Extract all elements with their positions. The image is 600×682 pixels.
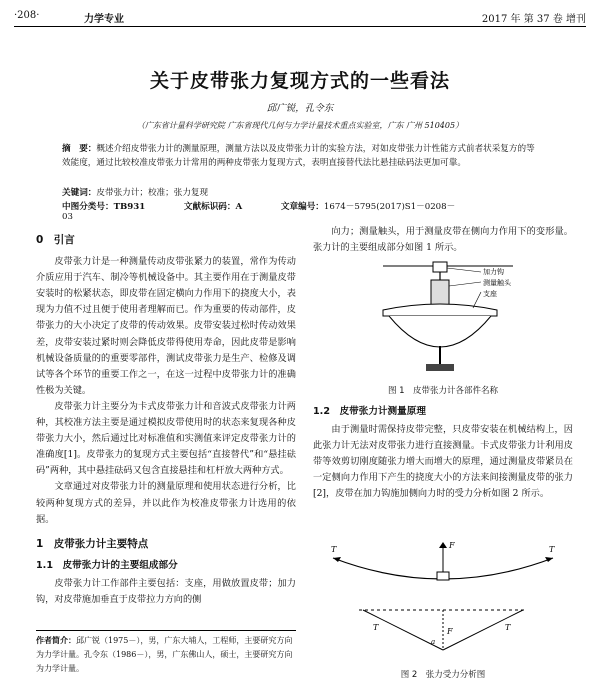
label-f-vector: F xyxy=(447,627,453,636)
page-header xyxy=(14,6,586,24)
label-f-top: F xyxy=(449,541,455,550)
author-footnote xyxy=(36,630,296,676)
clc-label: 中图分类号： xyxy=(62,202,114,212)
belt-tension-meter-diagram xyxy=(313,258,573,380)
handle-grip xyxy=(426,364,454,371)
hook-contact xyxy=(437,572,449,580)
figure-2 xyxy=(313,538,573,678)
paper-affiliation: （广东省计量科学研究院 广东省现代几何与力学计量技术重点实验室，广东 广州 510405） xyxy=(136,121,464,130)
label-t-right: T xyxy=(549,545,555,554)
doc-value: A xyxy=(235,202,243,212)
label-t-vector-2: T xyxy=(505,623,511,632)
right-column-text-mid xyxy=(313,402,573,503)
intro-paragraph-2: 皮带张力计主要分为卡式皮带张力计和音波式皮带张力计两种，其校准方法主要是通过模拟皮带使用时的状态来复现各种皮带张力大小，然后通过比对标准值和实测值来评定皮带张力计的准确度[1]。皮带张力的复现方式主要包括“直接替代”和“悬挂砝码”两种，其中悬挂砝码又包含直接悬挂和杠杆放大两种方式。 xyxy=(36,400,296,477)
figure-1-caption: 图 1 皮带张力计各部件名称 xyxy=(387,386,499,396)
force-analysis-diagram xyxy=(313,538,573,664)
page-number: ·208· xyxy=(14,10,40,21)
abstract-text: 概述介绍皮带张力计的测量原理，测量方法以及皮带张力计的实验方法，对如皮带张力计性能方式前者状采复方的等效能度，通过比较校准皮带张力计常用的两种皮带张力复现方式，表明直接替代法比悬挂砝码法更加可靠。 xyxy=(62,144,535,168)
left-column xyxy=(36,224,296,608)
footnote-text: 邱广锐（1975－），男，广东大埔人，工程师，主要研究方向为力学计量。孔令东（1986－），男，广东佛山人，硕士，主要研究方向为力学计量。 xyxy=(36,636,293,673)
label-t-vector: T xyxy=(373,623,379,632)
keywords-label: 关键词： xyxy=(62,188,97,198)
keywords xyxy=(62,186,538,198)
label-hook: 加力钩 xyxy=(483,268,504,276)
paper-title: 关于皮带张力复现方式的一些看法 xyxy=(149,70,450,92)
journal-section: 力学专业 xyxy=(84,14,124,25)
journal-issue: 2017 年 第 37 卷 增刊 xyxy=(481,14,586,25)
label-support: 支座 xyxy=(483,290,497,298)
abstract xyxy=(62,142,538,170)
figure-2-caption: 图 2 张力受力分析图 xyxy=(400,670,486,680)
meter-gauge xyxy=(431,280,449,306)
section-0-heading: 0 引言 xyxy=(36,234,75,246)
classification-line xyxy=(62,200,538,222)
header-rule xyxy=(14,26,586,27)
figure-1 xyxy=(313,258,573,398)
intro-paragraph-3: 文章通过对皮带张力计的测量原理和使用状态进行分析，比较两种复现方式的差异，并以此作为校准皮带张力计选用的依据。 xyxy=(36,481,296,525)
label-angle: a xyxy=(431,638,436,646)
tension-vector-right xyxy=(443,610,523,650)
label-t-left: T xyxy=(331,545,337,554)
clc-value: TB931 xyxy=(113,202,146,212)
section-1-1-heading: 1.1 皮带张力计的主要组成部分 xyxy=(36,559,178,571)
doc-label: 文献标识码： xyxy=(183,202,236,212)
section-1-1-paragraph: 皮带张力计工作部件主要包括：支座，用做放置皮带；加力钩，对皮带施加垂直于皮带拉力方向的侧 xyxy=(36,577,296,605)
section-1-2-heading: 1.2 皮带张力计测量原理 xyxy=(313,406,426,417)
section-1-2-paragraph: 由于测量时需保持皮带完整，只皮带安装在机械结构上，因此张力计无法对皮带张力进行直接测量。卡式皮带张力计利用皮带等效剪切刚度随张力增大而增大的原理，通过测量皮带紧员在一定侧向力作用下产生的挠度大小的方法来间接测量皮带的张力[2]，皮带在加力钩施加侧向力时的受力分析如图 2 所示。 xyxy=(313,424,573,500)
article-value: 1674－5795(2017)S1－0208－03 xyxy=(62,202,456,222)
paper-authors: 邱广锐，孔令东 xyxy=(266,103,334,114)
hook-block xyxy=(433,262,447,272)
article-label: 文章编号： xyxy=(280,202,324,212)
section-1-heading: 1 皮带张力计主要特点 xyxy=(36,537,149,550)
section-1-1-continued: 向力；测量触头，用于测量皮带在侧向力作用下的变形量。张力计的主要组成部分如图 1 所示。 xyxy=(313,226,573,254)
meter-body xyxy=(389,316,491,347)
intro-paragraph-1: 皮带张力计是一种测量传动皮带张紧力的装置，常作为传动介质应用于汽车、制冷等机械设备中。其主要作用在于测量皮带安装时的松紧状态，即皮带在固定横向力作用下的挠度大小，表现为力值不过且便于使用者理解而已。作为重要的传动部件，皮带张力的大小决定了皮带的传动效果。皮带安装过松时传动效果差，皮带安装过紧时则会降低皮带得使用寿命，因此皮带是影响机械设备质量的的重要零部件，测试皮带张力是生产、检修及调试等各个环节的重要工作之一，在这一过程中皮带张力计的准确性极为关键。 xyxy=(36,256,296,396)
right-column-text-top xyxy=(313,224,573,256)
label-probe: 测量触头 xyxy=(483,279,511,287)
footnote-label: 作者简介： xyxy=(36,635,76,645)
abstract-label: 摘 要： xyxy=(62,144,97,154)
support-base xyxy=(383,304,497,316)
keywords-text: 皮带张力计；校准；张力复现 xyxy=(96,188,209,198)
